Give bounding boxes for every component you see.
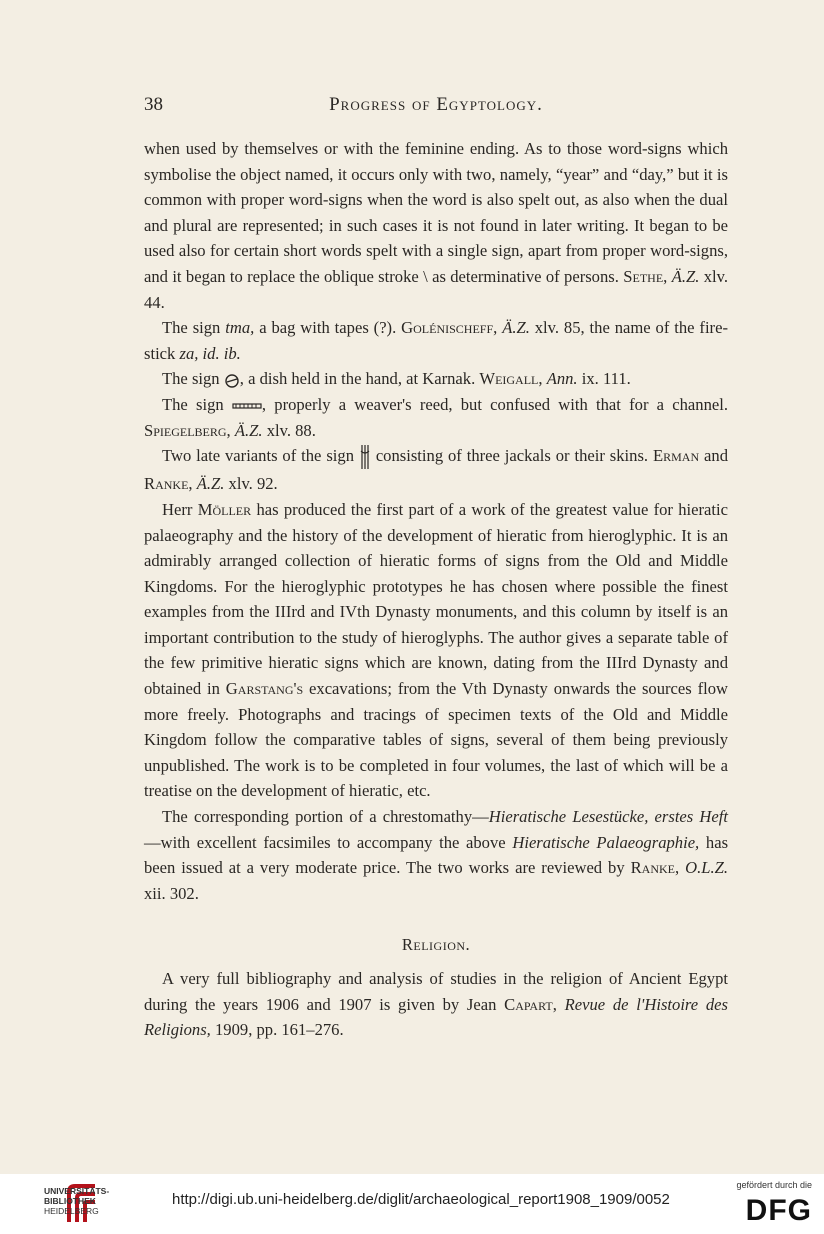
ref-author: Weigall, xyxy=(479,369,543,389)
paragraph-2: The sign tma, a bag with tapes (?). Golénischeff, Ä.Z. xlv. 85, the name of the fire-stick za, id. ib. xyxy=(144,318,728,363)
ref-author: Erman xyxy=(652,446,700,466)
ref-journal: Ann. xyxy=(546,369,578,389)
dfg-logo: DFG xyxy=(745,1194,812,1227)
ref-author: Ranke, xyxy=(630,858,680,878)
running-title: Progress of Egyptology. xyxy=(329,94,543,115)
page-number: 38 xyxy=(144,94,163,115)
digitization-footer xyxy=(0,1174,824,1234)
ref-journal: Ä.Z. xyxy=(671,266,700,286)
jackal-skins-hieroglyph-icon xyxy=(359,443,371,471)
paragraph-7: The corresponding portion of a chrestomathy—Hieratische Lesestücke, erstes Heft—with excellent facsimiles to accompany the above Hieratische Palaeographie, has been issued at a very moderate price. The two works are reviewed by Ranke, O.L.Z. xii. 302. xyxy=(144,807,729,903)
book-title: Hieratische Palaeographie, xyxy=(512,832,700,852)
ref-author: Garstang's xyxy=(225,679,304,699)
ref-journal: Ä.Z. xyxy=(196,474,225,494)
ref-author: Capart, xyxy=(504,994,557,1014)
ref-author: Golénischeff, xyxy=(401,318,498,338)
paragraph-1: when used by themselves or with the feminine ending. As to those word-signs which symbolise the object named, it occurs only with two, namely, “year” and “day,” but it is common with proper word-signs when the word is also spelt out, as also when the dual and plural are represented; in such cases it is not found in later writing. It began to be used also for certain short words spelt with a single sign, apart from proper word-signs, and it began to replace the oblique stroke \ as determinative of persons. Sethe, Ä.Z. xlv. 44. xyxy=(144,139,729,312)
section-heading: Religion. xyxy=(401,935,471,955)
source-url-link[interactable]: http://digi.ub.uni-heidelberg.de/diglit/archaeological_report1908_1909/0052 xyxy=(172,1191,670,1208)
book-title: Hieratische Lesestücke, erstes Heft xyxy=(488,807,728,827)
paragraph-6: Herr Möller has produced the first part of a work of the greatest value for hieratic palaeography and the history of the development of hieratic from hieroglyphic. It is an admirably arranged collection of hieratic forms of signs from the Old and Middle Kingdoms. For the hieroglyphic prototypes he has chosen where possible the finest examples from the IIIrd and IVth Dynasty monuments, and this column by itself is an important contribution to the study of hieroglyphs. The author gives a separate table of the few primitive hieratic signs which are known, dating from the IIIrd Dynasty and obtained in Garstang's excavations; from the Vth Dynasty onwards the sources flow more freely. Photographs and tracings of specimen texts of the Old and Middle Kingdom follow the comparative tables of signs, several of them being previously unpublished. The work is to be completed in four volumes, the last of which will be a treatise on the development of hieratic, etc. xyxy=(144,499,729,801)
journal-title: Revue de l'Histoire des Religions, xyxy=(144,994,728,1040)
ref-journal: Ä.Z. xyxy=(234,420,263,440)
paragraph-5: Two late variants of the sign consisting of three jackals or their skins. Erman and Ranke, Ä.Z. xlv. 92. xyxy=(144,443,728,497)
page-header xyxy=(144,94,728,118)
ref-author: Ranke, xyxy=(144,474,193,494)
dish-hieroglyph-icon xyxy=(224,373,240,389)
ref-author: Sethe, xyxy=(623,266,668,286)
funding-note: gefördert durch die xyxy=(736,1180,812,1190)
ref-author: Spiegelberg, xyxy=(144,420,231,440)
ref-journal: Ä.Z. xyxy=(502,318,530,338)
library-name: UNIVERSITÄTS- BIBLIOTHEK HEIDELBERG xyxy=(44,1186,110,1216)
page-body xyxy=(144,136,728,1043)
paragraph-religion: A very full bibliography and analysis of studies in the religion of Ancient Egypt during the years 1906 and 1907 is given by Jean Capart, Revue de l'Histoire des Religions, 1909, pp. 161–276. xyxy=(144,969,728,1040)
reed-hieroglyph-icon xyxy=(232,401,262,411)
paragraph-4: The sign , properly a weaver's reed, but confused with that for a channel. Spiegelberg, Ä.Z. xlv. 88. xyxy=(144,394,729,440)
ref-journal: O.L.Z. xyxy=(685,858,728,878)
paragraph-3: The sign , a dish held in the hand, at Karnak. Weigall, Ann. ix. 111. xyxy=(162,369,631,389)
ref-author: Möller xyxy=(197,499,252,519)
